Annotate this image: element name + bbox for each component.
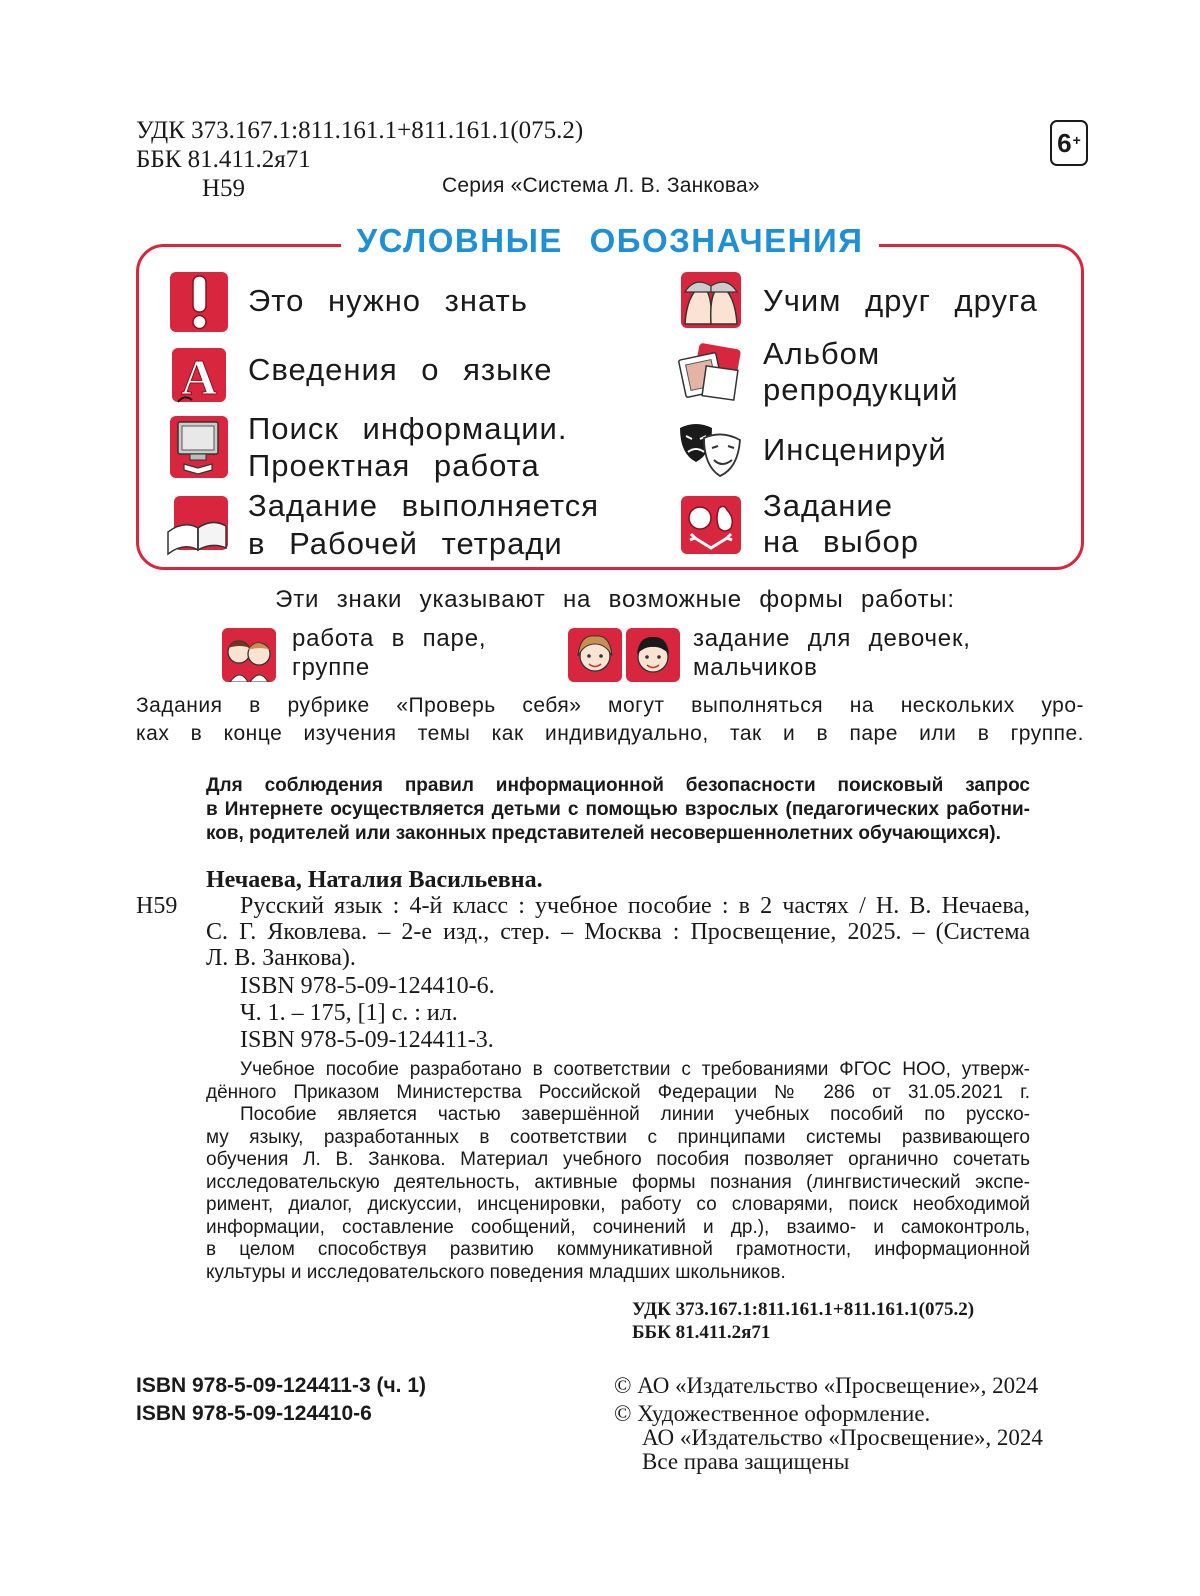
picture-album-icon (678, 342, 742, 404)
abstract-line: в целом способствуя развитию коммуникативной грамотности, информационной (206, 1239, 1030, 1260)
girls-boys-line1: задание для девочек, (693, 625, 971, 652)
pair-work-line1: работа в паре, (292, 625, 487, 652)
bibliography-line1: Русский язык : 4-й класс : учебное пособие : в 2 частях / Н. В. Нечаева, (240, 893, 1030, 919)
theatre-masks-icon (678, 418, 742, 480)
bibliography-isbn-full: ISBN 978-5-09-124410-6. (240, 973, 495, 999)
bibliography-code: Н59 (136, 893, 178, 919)
safety-notice-line3: ков, родителей или законных представителей несовершеннолетних обучающихся). (206, 823, 1001, 844)
girl-icon (568, 628, 622, 682)
abstract-line: исследовательскую деятельность, активные формы познания (лингвистический экспе- (206, 1171, 1030, 1193)
girls-boys-line2: мальчиков (693, 654, 818, 681)
udk-code-bottom: УДК 373.167.1:811.161.1+811.161.1(075.2) (632, 1299, 975, 1320)
legend-label-choice-line1: Задание (763, 488, 893, 523)
bbk-code-bottom: ББК 81.411.2я71 (632, 1322, 771, 1343)
age-rating-badge (1050, 120, 1088, 166)
legend-title-text: УСЛОВНЫЕ ОБОЗНАЧЕНИЯ (341, 222, 880, 259)
legend-label-stage: Инсценируй (763, 432, 947, 467)
abstract-line: Учебное пособие разработано в соответствии с требованиями ФГОС НОО, утверж- (240, 1059, 1030, 1080)
abstract-line: му языку, разработанных в соответствии с принципами системы развивающего (206, 1126, 1030, 1148)
bibliography-part: Ч. 1. – 175, [1] с. : ил. (240, 1000, 458, 1026)
copyright-line2: © Художественное оформление. (614, 1401, 931, 1426)
age-rating-value: 6 (1057, 127, 1072, 158)
legend-label-language: Сведения о языке (248, 352, 553, 387)
apple-pear-choice-icon (681, 496, 741, 554)
check-yourself-note-line2: ках в конце изучения темы как индивидуально, так и в паре или в группе. (136, 722, 1084, 745)
copyright-line3: АО «Издательство «Просвещение», 2024 (642, 1425, 1043, 1450)
forms-title: Эти знаки указывают на возможные формы работы: (275, 586, 955, 613)
legend-label-know: Это нужно знать (248, 283, 528, 318)
legend-label-search-line2: Проектная работа (248, 448, 540, 483)
svg-text:A: A (180, 349, 218, 405)
bibliography-isbn-part: ISBN 978-5-09-124411-3. (240, 1027, 494, 1053)
abstract-line: информации, составление сообщений, сочинений и др.), взаимо- и самоконтроль, (206, 1216, 1030, 1238)
exclamation-icon (170, 272, 228, 332)
legend-label-search-line1: Поиск информации. (248, 411, 568, 446)
computer-icon (170, 416, 228, 478)
legend-label-workbook-line2: в Рабочей тетради (248, 526, 563, 561)
open-book-icon (164, 492, 230, 556)
bibliography-line2: С. Г. Яковлева. – 2-е изд., стер. – Москва : Просвещение, 2025. – (Система (206, 919, 1030, 945)
isbn-full-bottom: ISBN 978-5-09-124410-6 (136, 1402, 372, 1425)
udk-code: УДК 373.167.1:811.161.1+811.161.1(075.2) (136, 117, 584, 144)
abstract-line: культуры и исследовательского поведения младших школьников. (206, 1261, 786, 1283)
legend-label-album-line2: репродукций (763, 372, 959, 407)
pair-work-line2: группе (292, 654, 370, 681)
abstract-line: обучения Л. В. Занкова. Материал учебного пособия позволяет органично сочетать (206, 1149, 1030, 1170)
safety-notice-line2: в Интернете осуществляется детьми с помощью взрослых (педагогических работни- (206, 799, 1030, 820)
check-yourself-note-line1: Задания в рубрике «Проверь себя» могут выполняться на нескольких уро- (136, 694, 1084, 717)
boy-icon (626, 628, 680, 682)
abstract-line: дённого Приказом Министерства Российской Федерации № 286 от 31.05.2021 г. (206, 1081, 1030, 1103)
author-code: Н59 (202, 175, 246, 202)
legend-title (0, 222, 1200, 260)
legend-label-workbook-line1: Задание выполняется (248, 488, 600, 523)
legend-label-album-line1: Альбом (763, 336, 881, 371)
letter-a-icon (170, 342, 228, 408)
legend-label-teach: Учим друг друга (763, 283, 1038, 318)
abstract-line: Пособие является частью завершённой линии учебных пособий по русско- (240, 1104, 1030, 1125)
bibliography-author: Нечаева, Наталия Васильевна. (206, 867, 543, 893)
isbn-part-bottom: ISBN 978-5-09-124411-3 (ч. 1) (136, 1374, 427, 1397)
two-faces-icon (681, 272, 741, 328)
copyright-line1: © АО «Издательство «Просвещение», 2024 (614, 1373, 1039, 1398)
bbk-code: ББК 81.411.2я71 (136, 146, 311, 173)
copyright-line4: Все права защищены (642, 1449, 850, 1474)
series-name: Серия «Система Л. В. Занкова» (442, 174, 760, 197)
pair-work-icon (222, 628, 276, 682)
abstract-line: римент, диалог, дискуссии, инсценировки, работу со словарями, поиск необходимой (206, 1194, 1030, 1215)
legend-label-choice-line2: на выбор (763, 524, 919, 559)
age-rating-plus: + (1072, 132, 1081, 148)
safety-notice-line1: Для соблюдения правил информационной безопасности поисковый запрос (206, 775, 1030, 796)
bibliography-line3: Л. В. Занкова). (206, 945, 356, 971)
